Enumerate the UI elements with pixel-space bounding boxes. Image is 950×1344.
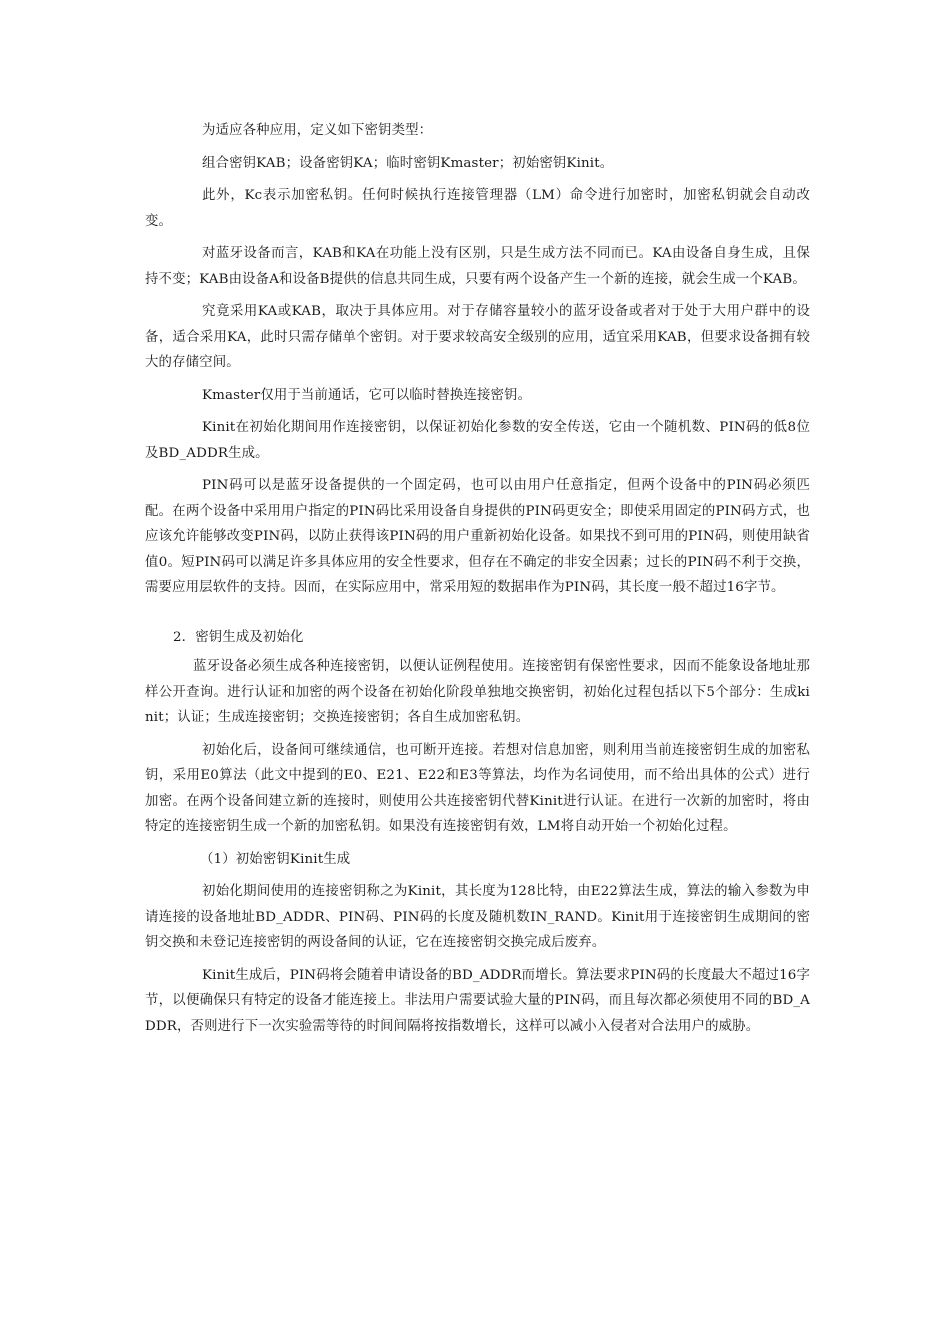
paragraph-kab-ka-comparison: 对蓝牙设备而言，KAB和KA在功能上没有区别，只是生成方法不同而已。KA由设备自身生成，且保持不变；KAB由设备A和设备B提供的信息共同生成，只要有两个设备产生一个新的连接，就会生成一个KAB。 bbox=[145, 246, 810, 287]
paragraph-kc-description: 此外，Kc表示加密私钥。任何时候执行连接管理器（LM）命令进行加密时，加密私钥就会自动改变。 bbox=[145, 188, 810, 229]
paragraph-pin-code: PIN码可以是蓝牙设备提供的一个固定码，也可以由用户任意指定，但两个设备中的PIN码必须匹配。在两个设备中采用用户指定的PIN码比采用设备自身提供的PIN码更安全；即使采用固定的PIN码方式，也应该允许能够改变PIN码，以防止获得该PIN码的用户重新初始化设备。如果找不到可用的PIN码，则使用缺省值0。短PIN码可以满足许多具体应用的安全性要求，但存在不确定的非安全因素；过长的PIN码不利于交换，需要应用层软件的支持。因而，在实际应用中，常采用短的数据串作为PIN码，其长度一般不超过16字节。 bbox=[145, 478, 810, 595]
paragraph-kinit-generation: 初始化期间使用的连接密钥称之为Kinit，其长度为128比特，由E22算法生成，算法的输入参数为申请连接的设备地址BD_ADDR、PIN码、PIN码的长度及随机数IN_RAND。Kinit用于连接密钥生成期间的密钥交换和未登记连接密钥的两设备间的认证，它在连接密钥交换完成后废弃。 bbox=[145, 884, 810, 950]
document-body bbox=[145, 118, 810, 1046]
paragraph-kinit: Kinit在初始化期间用作连接密钥，以保证初始化参数的安全传送，它由一个随机数、PIN码的低8位及BD_ADDR生成。 bbox=[145, 420, 810, 461]
subsection-heading-kinit-generation: （1）初始密钥Kinit生成 bbox=[200, 851, 351, 867]
paragraph-pin-growth: Kinit生成后，PIN码将会随着申请设备的BD_ADDR而增长。算法要求PIN码的长度最大不超过16字节，以便确保只有特定的设备才能连接上。非法用户需要试验大量的PIN码，而且每次都必须使用不同的BD_ADDR，否则进行下一次实验需等待的时间间隔将按指数增长，这样可以减小入侵者对合法用户的威胁。 bbox=[145, 967, 810, 1034]
paragraph-link-key-generation: 蓝牙设备必须生成各种连接密钥，以便认证例程使用。连接密钥有保密性要求，因而不能象设备地址那样公开查询。进行认证和加密的两个设备在初始化阶段单独地交换密钥，初始化过程包括以下5个部分：生成kinit；认证；生成连接密钥；交换连接密钥；各自生成加密私钥。 bbox=[145, 659, 810, 725]
paragraph-after-initialization: 初始化后，设备间可继续通信，也可断开连接。若想对信息加密，则利用当前连接密钥生成的加密私钥，采用E0算法（此文中提到的E0、E21、E22和E3等算法，均作为名词使用，而不给出具体的公式）进行加密。在两个设备间建立新的连接时，则使用公共连接密钥代替Kinit进行认证。在进行一次新的加密时，将由特定的连接密钥生成一个新的加密私钥。如果没有连接密钥有效，LM将自动开始一个初始化过程。 bbox=[145, 742, 810, 834]
section-heading-key-generation: 2．密钥生成及初始化 bbox=[173, 629, 304, 645]
paragraph-ka-kab-choice: 究竟采用KA或KAB，取决于具体应用。对于存储容量较小的蓝牙设备或者对于处于大用户群中的设备，适合采用KA，此时只需存储单个密钥。对于要求较高安全级别的应用，适宜采用KAB，但要求设备拥有较大的存储空间。 bbox=[145, 304, 810, 370]
paragraph-key-types-intro: 为适应各种应用，定义如下密钥类型： bbox=[202, 123, 433, 138]
paragraph-key-types-list: 组合密钥KAB；设备密钥KA；临时密钥Kmaster；初始密钥Kinit。 bbox=[202, 155, 614, 171]
paragraph-kmaster: Kmaster仅用于当前通话，它可以临时替换连接密钥。 bbox=[202, 387, 532, 403]
